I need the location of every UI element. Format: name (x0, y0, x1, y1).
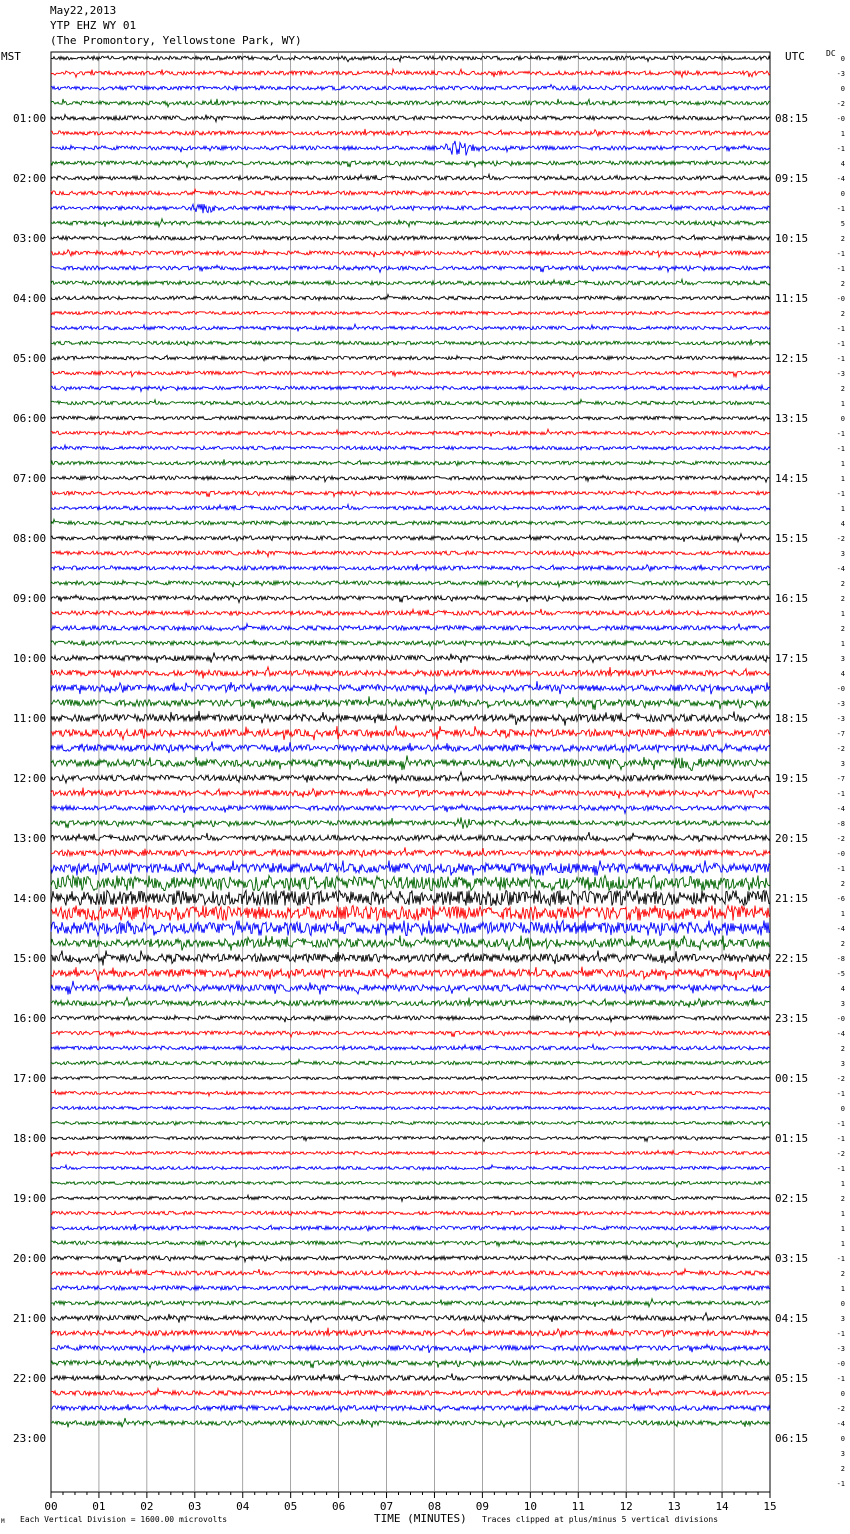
dc-offset-value: 1 (840, 1210, 845, 1218)
dc-offset-value: 1 (840, 475, 845, 483)
dc-offset-value: 2 (840, 385, 845, 393)
dc-offset-value: -1 (836, 205, 845, 213)
seismic-trace (51, 805, 770, 814)
mst-hour-label: 01:00 (13, 112, 47, 125)
dc-offset-value: 0 (840, 1390, 845, 1398)
seismic-trace (51, 756, 770, 771)
dc-offset-value: 1 (840, 505, 845, 513)
seismic-trace (51, 1299, 770, 1307)
seismic-trace (51, 204, 770, 213)
mst-hour-label: 16:00 (13, 1012, 47, 1025)
mst-hour-label: 23:00 (13, 1432, 47, 1445)
x-tick-label: 09 (475, 1500, 490, 1513)
vertical-scale-note: Each Vertical Division = 1600.00 microvolts (20, 1515, 228, 1524)
utc-hour-label: 18:15 (775, 712, 809, 725)
clipping-note: Traces clipped at plus/minus 5 vertical divisions (482, 1515, 719, 1524)
dc-offset-value: -1 (836, 325, 845, 333)
dc-offset-value: -3 (836, 700, 845, 708)
dc-offset-value: 4 (840, 670, 845, 678)
seismic-trace (51, 1269, 770, 1276)
mst-hour-label: 18:00 (13, 1132, 47, 1145)
dc-offset-value: 1 (840, 460, 845, 468)
seismic-trace (51, 1313, 770, 1323)
dc-offset-value: -1 (836, 340, 845, 348)
seismic-trace (51, 832, 770, 842)
dc-offset-header: DC (826, 49, 836, 58)
mst-hour-label: 08:00 (13, 532, 47, 545)
utc-hour-label: 12:15 (775, 352, 809, 365)
dc-offset-value: 1 (840, 610, 845, 618)
seismic-trace (51, 1121, 770, 1126)
dc-offset-value: -1 (836, 865, 845, 873)
dc-offset-value: 3 (840, 550, 845, 558)
utc-hour-label: 11:15 (775, 292, 809, 305)
utc-hour-label: 09:15 (775, 172, 809, 185)
dc-offset-value: 1 (840, 910, 845, 918)
seismic-trace (51, 1045, 770, 1050)
dc-offset-value: 3 (840, 760, 845, 768)
seismic-trace (51, 1090, 770, 1096)
x-tick-label: 07 (379, 1500, 394, 1513)
seismic-trace (51, 1224, 770, 1231)
dc-offset-value: 2 (840, 880, 845, 888)
utc-hour-label: 22:15 (775, 952, 809, 965)
mst-hour-label: 11:00 (13, 712, 47, 725)
utc-hour-label: 13:15 (775, 412, 809, 425)
mst-hour-label: 07:00 (13, 472, 47, 485)
x-tick-label: 15 (763, 1500, 777, 1513)
seismic-trace (51, 1328, 770, 1337)
mst-hour-label: 22:00 (13, 1372, 47, 1385)
seismic-trace (51, 847, 770, 857)
seismic-trace (51, 1345, 770, 1354)
seismic-trace (51, 817, 770, 829)
dc-offset-value: 3 (840, 1450, 845, 1458)
dc-offset-value: -1 (836, 790, 845, 798)
seismic-trace (51, 667, 770, 679)
seismic-trace (51, 174, 770, 180)
station-location: (The Promontory, Yellowstone Park, WY) (50, 34, 302, 47)
dc-offset-value: 1 (840, 1285, 845, 1293)
dc-offset-value: 2 (840, 280, 845, 288)
seismic-trace (51, 742, 770, 754)
dc-offset-value: -8 (836, 955, 845, 963)
seismic-trace (51, 279, 770, 285)
dc-offset-value: -4 (836, 805, 845, 813)
dc-offset-value: 2 (840, 1465, 845, 1473)
dc-offset-value: -1 (836, 445, 845, 453)
dc-offset-value: -1 (836, 1120, 845, 1128)
dc-offset-value: -2 (836, 835, 845, 843)
seismic-trace (51, 385, 770, 391)
seismic-trace (51, 1240, 770, 1247)
dc-offset-value: 0 (840, 190, 845, 198)
dc-offset-value: 5 (840, 220, 845, 228)
utc-hour-label: 17:15 (775, 652, 809, 665)
utc-hour-label: 00:15 (775, 1072, 809, 1085)
utc-hour-label: 19:15 (775, 772, 809, 785)
mst-hour-label: 19:00 (13, 1192, 47, 1205)
dc-offset-value: -1 (836, 1090, 845, 1098)
seismic-trace (51, 876, 770, 891)
seismic-trace (51, 891, 770, 906)
seismic-trace (51, 161, 770, 168)
dc-offset-value: 0 (840, 1300, 845, 1308)
x-tick-label: 12 (619, 1500, 633, 1513)
utc-hour-label: 15:15 (775, 532, 809, 545)
dc-offset-value: 1 (840, 1240, 845, 1248)
dc-offset-value: -1 (836, 430, 845, 438)
seismic-trace (51, 609, 770, 615)
seismic-trace (51, 295, 770, 301)
dc-offset-value: -1 (836, 1165, 845, 1173)
seismic-trace (51, 115, 770, 122)
seismic-trace (51, 189, 770, 196)
utc-hour-label: 14:15 (775, 472, 809, 485)
dc-offset-value: -2 (836, 1405, 845, 1413)
seismic-trace (51, 1286, 770, 1291)
dc-offset-value: 4 (840, 520, 845, 528)
x-tick-label: 13 (667, 1500, 681, 1513)
utc-hour-label: 03:15 (775, 1252, 809, 1265)
seismic-trace (51, 129, 770, 136)
mst-hour-label: 06:00 (13, 412, 47, 425)
dc-offset-value: -1 (836, 1480, 845, 1488)
seismic-trace (51, 595, 770, 603)
x-tick-label: 02 (140, 1500, 154, 1513)
dc-offset-value: 0 (840, 1105, 845, 1113)
dc-offset-value: -7 (836, 775, 845, 783)
dc-offset-value: 0 (840, 415, 845, 423)
dc-offset-value: -2 (836, 100, 845, 108)
seismic-trace (51, 1015, 770, 1022)
seismic-trace (51, 921, 770, 936)
mst-hour-label: 12:00 (13, 772, 47, 785)
right-timezone-label: UTC (785, 50, 805, 63)
x-tick-label: 01 (92, 1500, 106, 1513)
seismic-trace (51, 1211, 770, 1215)
x-tick-label: 10 (523, 1500, 537, 1513)
dc-offset-value: 0 (840, 85, 845, 93)
seismic-trace (51, 1136, 770, 1141)
x-axis-title: TIME (MINUTES) (374, 1512, 467, 1525)
utc-hour-label: 20:15 (775, 832, 809, 845)
utc-hour-label: 21:15 (775, 892, 809, 905)
dc-offset-value: -1 (836, 250, 845, 258)
mst-hour-label: 20:00 (13, 1252, 47, 1265)
seismic-trace (51, 55, 770, 62)
seismic-trace (51, 311, 770, 315)
seismic-trace (51, 1181, 770, 1185)
dc-offset-value: 1 (840, 640, 845, 648)
seismic-trace (51, 1358, 770, 1368)
seismic-trace (51, 639, 770, 646)
x-tick-label: 04 (236, 1500, 250, 1513)
seismic-trace (51, 339, 770, 345)
dc-offset-value: 2 (840, 580, 845, 588)
utc-hour-label: 10:15 (775, 232, 809, 245)
dc-offset-value: 2 (840, 625, 845, 633)
dc-offset-value: -3 (836, 370, 845, 378)
seismic-trace (51, 624, 770, 631)
dc-offset-value: -0 (836, 115, 845, 123)
seismic-trace (51, 1256, 770, 1263)
seismic-trace (51, 265, 770, 272)
mst-hour-label: 04:00 (13, 292, 47, 305)
dc-offset-value: 2 (840, 310, 845, 318)
seismic-trace (51, 1106, 770, 1109)
dc-offset-value: -2 (836, 745, 845, 753)
mst-hour-label: 03:00 (13, 232, 47, 245)
dc-offset-value: -1 (836, 490, 845, 498)
mst-hour-label: 17:00 (13, 1072, 47, 1085)
seismic-trace (51, 981, 770, 995)
dc-offset-value: -8 (836, 820, 845, 828)
x-tick-label: 00 (44, 1500, 58, 1513)
dc-offset-value: -0 (836, 850, 845, 858)
dc-offset-value: 2 (840, 1270, 845, 1278)
dc-offset-value: -1 (836, 1135, 845, 1143)
dc-offset-value: -1 (836, 1330, 845, 1338)
seismic-trace (51, 1195, 770, 1201)
seismic-trace (51, 861, 770, 876)
mst-hour-label: 09:00 (13, 592, 47, 605)
seismic-trace (51, 1374, 770, 1381)
dc-offset-value: -3 (836, 70, 845, 78)
dc-offset-value: 2 (840, 940, 845, 948)
seismic-trace (51, 564, 770, 571)
corner-mark: M (1, 1518, 5, 1525)
dc-offset-value: -2 (836, 1075, 845, 1083)
seismic-trace (51, 219, 770, 227)
seismic-trace (51, 355, 770, 360)
seismic-trace (51, 936, 770, 951)
mst-hour-label: 13:00 (13, 832, 47, 845)
seismic-trace (51, 371, 770, 377)
dc-offset-value: -5 (836, 970, 845, 978)
utc-hour-label: 23:15 (775, 1012, 809, 1025)
seismic-trace (51, 1404, 770, 1412)
seismic-trace (51, 772, 770, 784)
seismic-trace (51, 1151, 770, 1157)
dc-offset-value: -1 (836, 1255, 845, 1263)
seismic-trace (51, 250, 770, 258)
dc-offset-value: 2 (840, 235, 845, 243)
utc-hour-label: 16:15 (775, 592, 809, 605)
seismic-trace (51, 400, 770, 406)
seismic-trace (51, 416, 770, 420)
left-timezone-label: MST (1, 50, 21, 63)
dc-offset-value: 3 (840, 1315, 845, 1323)
x-tick-label: 03 (188, 1500, 202, 1513)
utc-hour-label: 06:15 (775, 1432, 809, 1445)
dc-offset-value: -1 (836, 1375, 845, 1383)
utc-hour-label: 04:15 (775, 1312, 809, 1325)
seismic-trace (51, 459, 770, 465)
dc-offset-value: -0 (836, 295, 845, 303)
utc-hour-label: 02:15 (775, 1192, 809, 1205)
seismic-trace (51, 99, 770, 107)
seismic-trace (51, 726, 770, 741)
mst-hour-label: 02:00 (13, 172, 47, 185)
seismic-trace (51, 445, 770, 451)
seismic-trace (51, 580, 770, 587)
dc-offset-value: -4 (836, 1030, 845, 1038)
utc-hour-label: 01:15 (775, 1132, 809, 1145)
x-tick-label: 11 (571, 1500, 585, 1513)
seismic-trace (51, 696, 770, 710)
seismic-trace (51, 69, 770, 77)
seismic-trace (51, 951, 770, 966)
dc-offset-value: 3 (840, 1000, 845, 1008)
dc-offset-value: -1 (836, 355, 845, 363)
seismic-trace (51, 653, 770, 663)
dc-offset-value: 1 (840, 130, 845, 138)
dc-offset-value: -4 (836, 175, 845, 183)
dc-offset-value: 0 (840, 1435, 845, 1443)
mst-hour-label: 21:00 (13, 1312, 47, 1325)
dc-offset-value: -7 (836, 730, 845, 738)
dc-offset-value: -2 (836, 1150, 845, 1158)
dc-offset-value: -3 (836, 715, 845, 723)
seismic-trace (51, 906, 770, 921)
seismic-trace (51, 141, 770, 156)
seismic-trace (51, 681, 770, 694)
dc-offset-value: 0 (840, 55, 845, 63)
dc-offset-value: 2 (840, 1195, 845, 1203)
seismic-trace (51, 1388, 770, 1396)
dc-offset-value: 3 (840, 655, 845, 663)
mst-hour-label: 10:00 (13, 652, 47, 665)
seismic-trace (51, 491, 770, 497)
seismic-trace (51, 429, 770, 436)
seismic-trace (51, 324, 770, 331)
mst-hour-label: 05:00 (13, 352, 47, 365)
seismic-trace (51, 550, 770, 557)
dc-offset-value: 4 (840, 985, 845, 993)
dc-offset-value: 4 (840, 160, 845, 168)
seismic-trace (51, 1165, 770, 1170)
seismic-trace (51, 234, 770, 240)
dc-offset-value: -3 (836, 1345, 845, 1353)
dc-offset-value: -1 (836, 145, 845, 153)
mst-hour-label: 14:00 (13, 892, 47, 905)
dc-offset-value: 1 (840, 1225, 845, 1233)
dc-offset-value: -4 (836, 1420, 845, 1428)
seismic-trace (51, 997, 770, 1007)
station-code: YTP EHZ WY 01 (50, 19, 137, 32)
seismic-trace (51, 1060, 770, 1066)
dc-offset-value: -2 (836, 535, 845, 543)
dc-offset-value: -4 (836, 925, 845, 933)
seismic-trace (51, 1030, 770, 1037)
x-tick-label: 05 (284, 1500, 298, 1513)
dc-offset-value: -6 (836, 895, 845, 903)
dc-offset-value: -4 (836, 565, 845, 573)
seismic-trace (51, 85, 770, 91)
seismic-trace (51, 788, 770, 799)
mst-hour-label: 15:00 (13, 952, 47, 965)
dc-offset-value: 1 (840, 1180, 845, 1188)
dc-offset-value: -0 (836, 685, 845, 693)
dc-offset-value: -0 (836, 1015, 845, 1023)
dc-offset-value: 2 (840, 595, 845, 603)
dc-offset-value: -1 (836, 265, 845, 273)
seismic-trace (51, 475, 770, 482)
utc-hour-label: 05:15 (775, 1372, 809, 1385)
dc-offset-value: 2 (840, 1045, 845, 1053)
plot-date: May22,2013 (50, 4, 117, 17)
seismic-trace (51, 1418, 770, 1428)
dc-offset-value: 3 (840, 1060, 845, 1068)
dc-offset-value: 1 (840, 400, 845, 408)
dc-offset-value: -0 (836, 1360, 845, 1368)
x-tick-label: 08 (427, 1500, 442, 1513)
seismic-trace (51, 967, 770, 981)
seismic-trace (51, 519, 770, 525)
seismic-trace (51, 534, 770, 542)
x-tick-label: 14 (715, 1500, 729, 1513)
seismic-trace (51, 1077, 770, 1081)
utc-hour-label: 08:15 (775, 112, 809, 125)
x-tick-label: 06 (331, 1500, 346, 1513)
seismic-trace (51, 505, 770, 511)
seismic-trace (51, 711, 770, 726)
